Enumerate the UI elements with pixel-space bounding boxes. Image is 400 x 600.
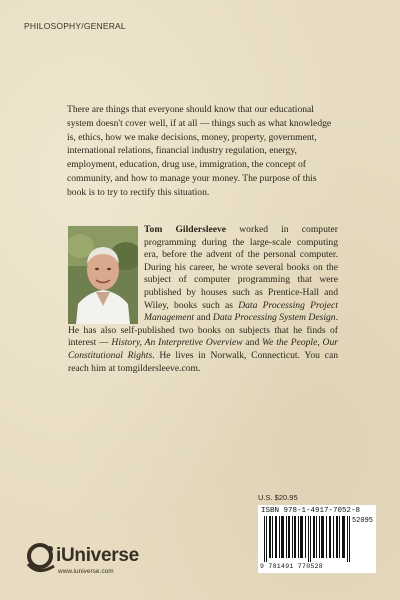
publisher-name: iUniverse: [56, 545, 139, 566]
category-label: PHILOSOPHY/GENERAL: [24, 21, 126, 31]
book-title: Data Processing System Design: [212, 312, 336, 324]
isbn-text: ISBN 978-1-4917-7052-8: [261, 507, 361, 515]
bio-text: worked in computer programming during the large-scale computing era, before the advent of the personal computer. During his career, he wrote several books on the subject of computer programming that were published by houses such as Prentice-Hall and Wiley, books such as: [144, 224, 338, 311]
isbn-barcode: [258, 505, 376, 573]
bio-text: and: [242, 337, 263, 349]
author-bio: [68, 224, 338, 375]
book-title: We the People, Our Constitutional Rights: [68, 337, 338, 361]
author-name: Tom Gildersleeve: [144, 224, 227, 235]
bio-text: . He lives in Norwalk, Connecticut. You can reach him at tomgildersleeve.com.: [68, 349, 338, 374]
price-label: U.S. $20.95: [258, 493, 298, 502]
barcode-digits: 9 781491 770528: [260, 563, 324, 570]
bio-text: . He has also self-published two books on subjects that he finds of interest —: [68, 312, 338, 349]
book-title: History, An Interpretive Overview: [111, 337, 243, 349]
publisher-url: www.iuniverse.com: [58, 568, 114, 575]
back-cover-description: There are things that everyone should know that our educational system doesn't cover well, if at all — things such as what knowledge is, ethics, how we make decisions, money, property, government, international relations, financial industry regulation, energy, employment, education, drug use, immigration, the concept of community, and how to manage your money. The purpose of this book is to try to rectify this situation.: [67, 104, 332, 198]
price-code: 52095: [351, 517, 373, 525]
book-title: Data Processing Project Management: [144, 299, 338, 324]
bio-text: and: [194, 312, 213, 324]
